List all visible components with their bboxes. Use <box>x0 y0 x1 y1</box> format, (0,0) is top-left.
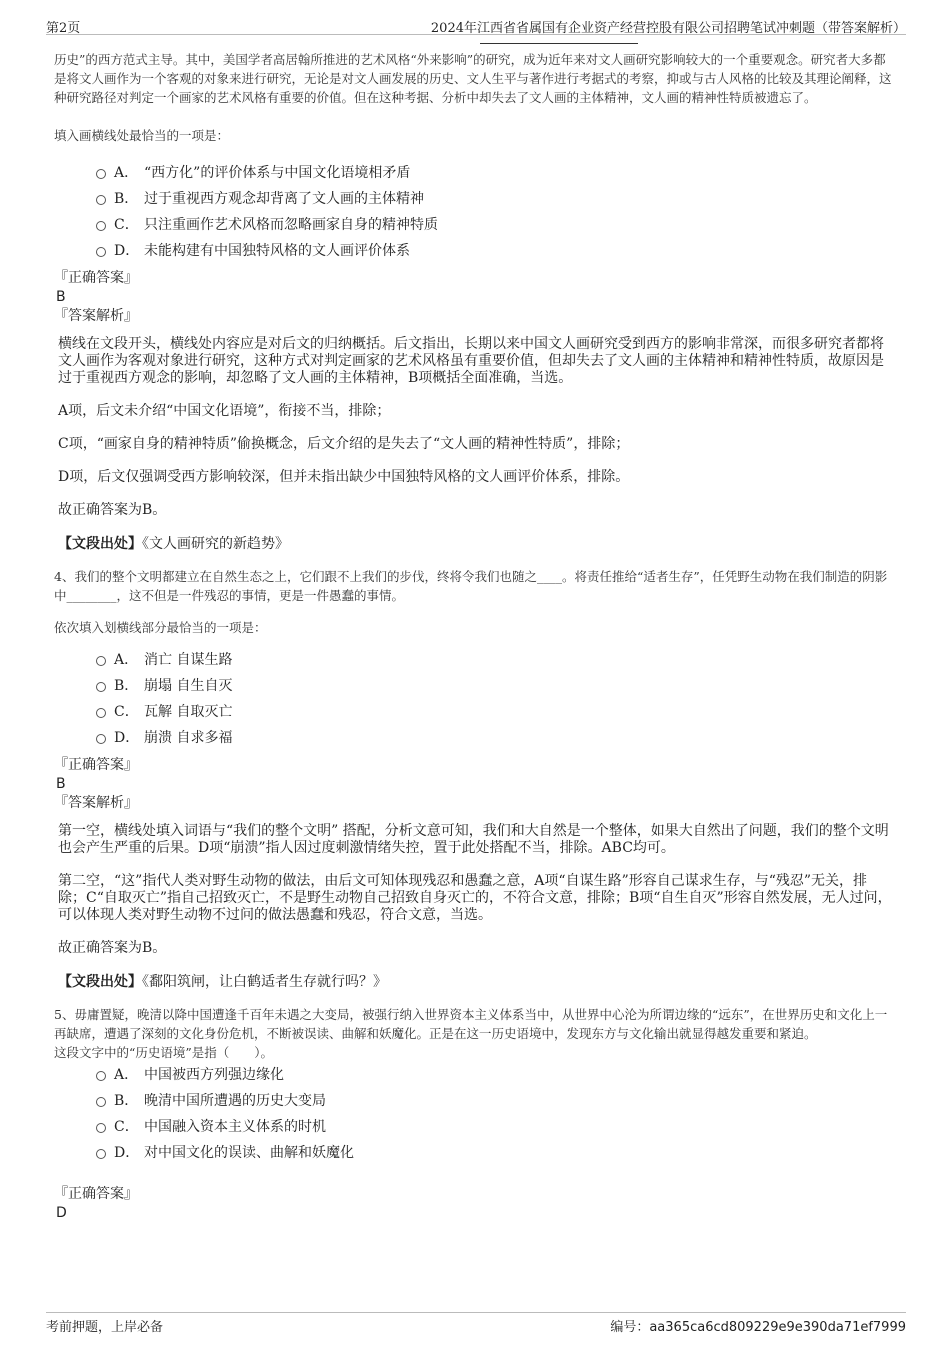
footer-serial: 编号：aa365ca6cd809229e9e390da71ef7999 <box>610 1320 906 1335</box>
q3-analysis-1: 横线在文段开头，横线处内容应是对后文的归纳概括。后文指出，长期以来中国文人画研究受到西方的影响非常深，而很多研究者都将文人画作为客观对象进行研究，这种方式对判定画家的艺术风格虽有重要价值，但却失去了文人画的主体精神和精神性特质，故原因是过于重视西方观念的影响，却忽略了文人画的主体精神，B项概括全面准确，当选。 <box>58 336 884 386</box>
radio-icon[interactable] <box>96 656 106 666</box>
header-divider <box>46 34 906 35</box>
q5-option-c[interactable]: C． 中国融入资本主义体系的时机 <box>54 1114 894 1140</box>
q4-analysis-1: 第一空，横线处填入词语与“我们的整个文明” 搭配，分析文意可知，我们和大自然是一个整体，如果大自然出了问题，我们的整个文明也会产生严重的后果。D项“崩溃”指人因过度刺激情绪失控，置于此处搭配不当，排除。ABC均可。 <box>58 823 889 856</box>
q4-options <box>54 647 894 751</box>
q3-analysis-5: 故正确答案为B。 <box>58 502 167 518</box>
page-number: 第2页 <box>46 21 81 36</box>
q4-option-a[interactable]: A． 消亡 自谋生路 <box>54 647 894 673</box>
q3-prompt: 填入画横线处最恰当的一项是： <box>54 128 230 143</box>
footer-slogan: 考前押题，上岸必备 <box>46 1320 164 1335</box>
radio-icon[interactable] <box>96 1123 106 1133</box>
q4-answer: B <box>56 776 66 792</box>
q3-passage: 历史”的西方范式主导。其中，美国学者高居翰所推进的艺术风格“外来影响”的研究，成为近年来对文人画研究影响较大的一个重要观念。研究者大多都是将文人画作为一个客观的对象来进行研究，无论是对文人画发展的历史、文人生平与著作进行考据式的考察，抑或与古人风格的比较及其理论阐释，这种研究路径对判定一个画家的艺术风格有重要的价值。但在这种考据、分析中却失去了文人画的主体精神，文人画的精神性特质被遗忘了。 <box>54 52 892 105</box>
radio-icon[interactable] <box>96 195 106 205</box>
q4-prompt: 依次填入划横线部分最恰当的一项是： <box>54 620 267 635</box>
q4-answer-label: 『正确答案』 <box>54 757 138 773</box>
q3-answer-label: 『正确答案』 <box>54 270 138 286</box>
q4-source: 【文段出处】《鄱阳筑闸，让白鹤适者生存就行吗？》 <box>58 974 387 990</box>
radio-icon[interactable] <box>96 1097 106 1107</box>
header-short-rule <box>480 43 638 44</box>
q5-question: 这段文字中的“历史语境”是指（ ）。 <box>54 1045 274 1060</box>
q3-answer: B <box>56 289 66 305</box>
q3-analysis-4: D项，后文仅强调受西方影响较深，但并未指出缺少中国独特风格的文人画评价体系，排除。 <box>58 469 630 485</box>
q5-option-a[interactable]: A． 中国被西方列强边缘化 <box>54 1062 894 1088</box>
radio-icon[interactable] <box>96 1071 106 1081</box>
q3-option-c[interactable]: C． 只注重画作艺术风格而忽略画家自身的精神特质 <box>54 212 894 238</box>
page-content <box>54 50 894 1222</box>
radio-icon[interactable] <box>96 221 106 231</box>
q5-options <box>54 1062 894 1166</box>
q5-option-b[interactable]: B． 晚清中国所遭遇的历史大变局 <box>54 1088 894 1114</box>
q3-option-b[interactable]: B． 过于重视西方观念却背离了文人画的主体精神 <box>54 186 894 212</box>
q4-analysis-label: 『答案解析』 <box>54 795 138 811</box>
q4-analysis-2: 第二空，“这”指代人类对野生动物的做法，由后文可知体现残忍和愚蠢之意，A项“自谋生路”形容自己谋求生存，与“残忍”无关，排除；C“自取灭亡”指自己招致灭亡，不是野生动物自己招致自身灭亡的，不符合文意，排除；B项“自生自灭”形容自然发展，无人过问，可以体现人类对野生动物不过问的做法愚蠢和残忍，符合文意，当选。 <box>58 873 892 923</box>
q3-option-d[interactable]: D． 未能构建有中国独特风格的文人画评价体系 <box>54 238 894 264</box>
footer-divider <box>46 1312 906 1313</box>
q4-option-b[interactable]: B． 崩塌 自生自灭 <box>54 673 894 699</box>
q5-passage: 5、毋庸置疑，晚清以降中国遭逢千百年未遇之大变局，被强行纳入世界资本主义体系当中，从世界中心沦为所谓边缘的“远东”，在世界历史和文化上一再缺席，遭遇了深刻的文化身份危机，不断被误读、曲解和妖魔化。正是在这一历史语境中，发现东方与文化输出就显得越发重要和紧迫。 <box>54 1007 888 1041</box>
q4-option-c[interactable]: C． 瓦解 自取灭亡 <box>54 699 894 725</box>
q3-analysis-2: A项，后文未介绍“中国文化语境”，衔接不当，排除； <box>58 403 391 419</box>
q3-source: 【文段出处】《文人画研究的新趋势》 <box>58 536 289 552</box>
radio-icon[interactable] <box>96 169 106 179</box>
q4-option-d[interactable]: D． 崩溃 自求多福 <box>54 725 894 751</box>
radio-icon[interactable] <box>96 1149 106 1159</box>
q4-passage: 4、我们的整个文明都建立在自然生态之上，它们跟不上我们的步伐，终将令我们也随之____。将责任推给“适者生存”，任凭野生动物在我们制造的阴影中________，这不但是一件残忍的事情，更是一件愚蠢的事情。 <box>54 569 888 603</box>
q5-answer-label: 『正确答案』 <box>54 1186 138 1202</box>
radio-icon[interactable] <box>96 682 106 692</box>
q3-analysis-label: 『答案解析』 <box>54 308 138 324</box>
radio-icon[interactable] <box>96 734 106 744</box>
document-title: 2024年江西省省属国有企业资产经营控股有限公司招聘笔试冲刺题（带答案解析） <box>430 21 906 36</box>
radio-icon[interactable] <box>96 708 106 718</box>
q3-analysis-3: C项，“画家自身的精神特质”偷换概念，后文介绍的是失去了“文人画的精神性特质”，排除； <box>58 436 630 452</box>
radio-icon[interactable] <box>96 247 106 257</box>
q4-analysis-3: 故正确答案为B。 <box>58 940 167 956</box>
q5-option-d[interactable]: D． 对中国文化的误读、曲解和妖魔化 <box>54 1140 894 1166</box>
q3-option-a[interactable]: A． “西方化”的评价体系与中国文化语境相矛盾 <box>54 160 894 186</box>
q5-answer: D <box>56 1205 67 1221</box>
q3-options <box>54 160 894 264</box>
